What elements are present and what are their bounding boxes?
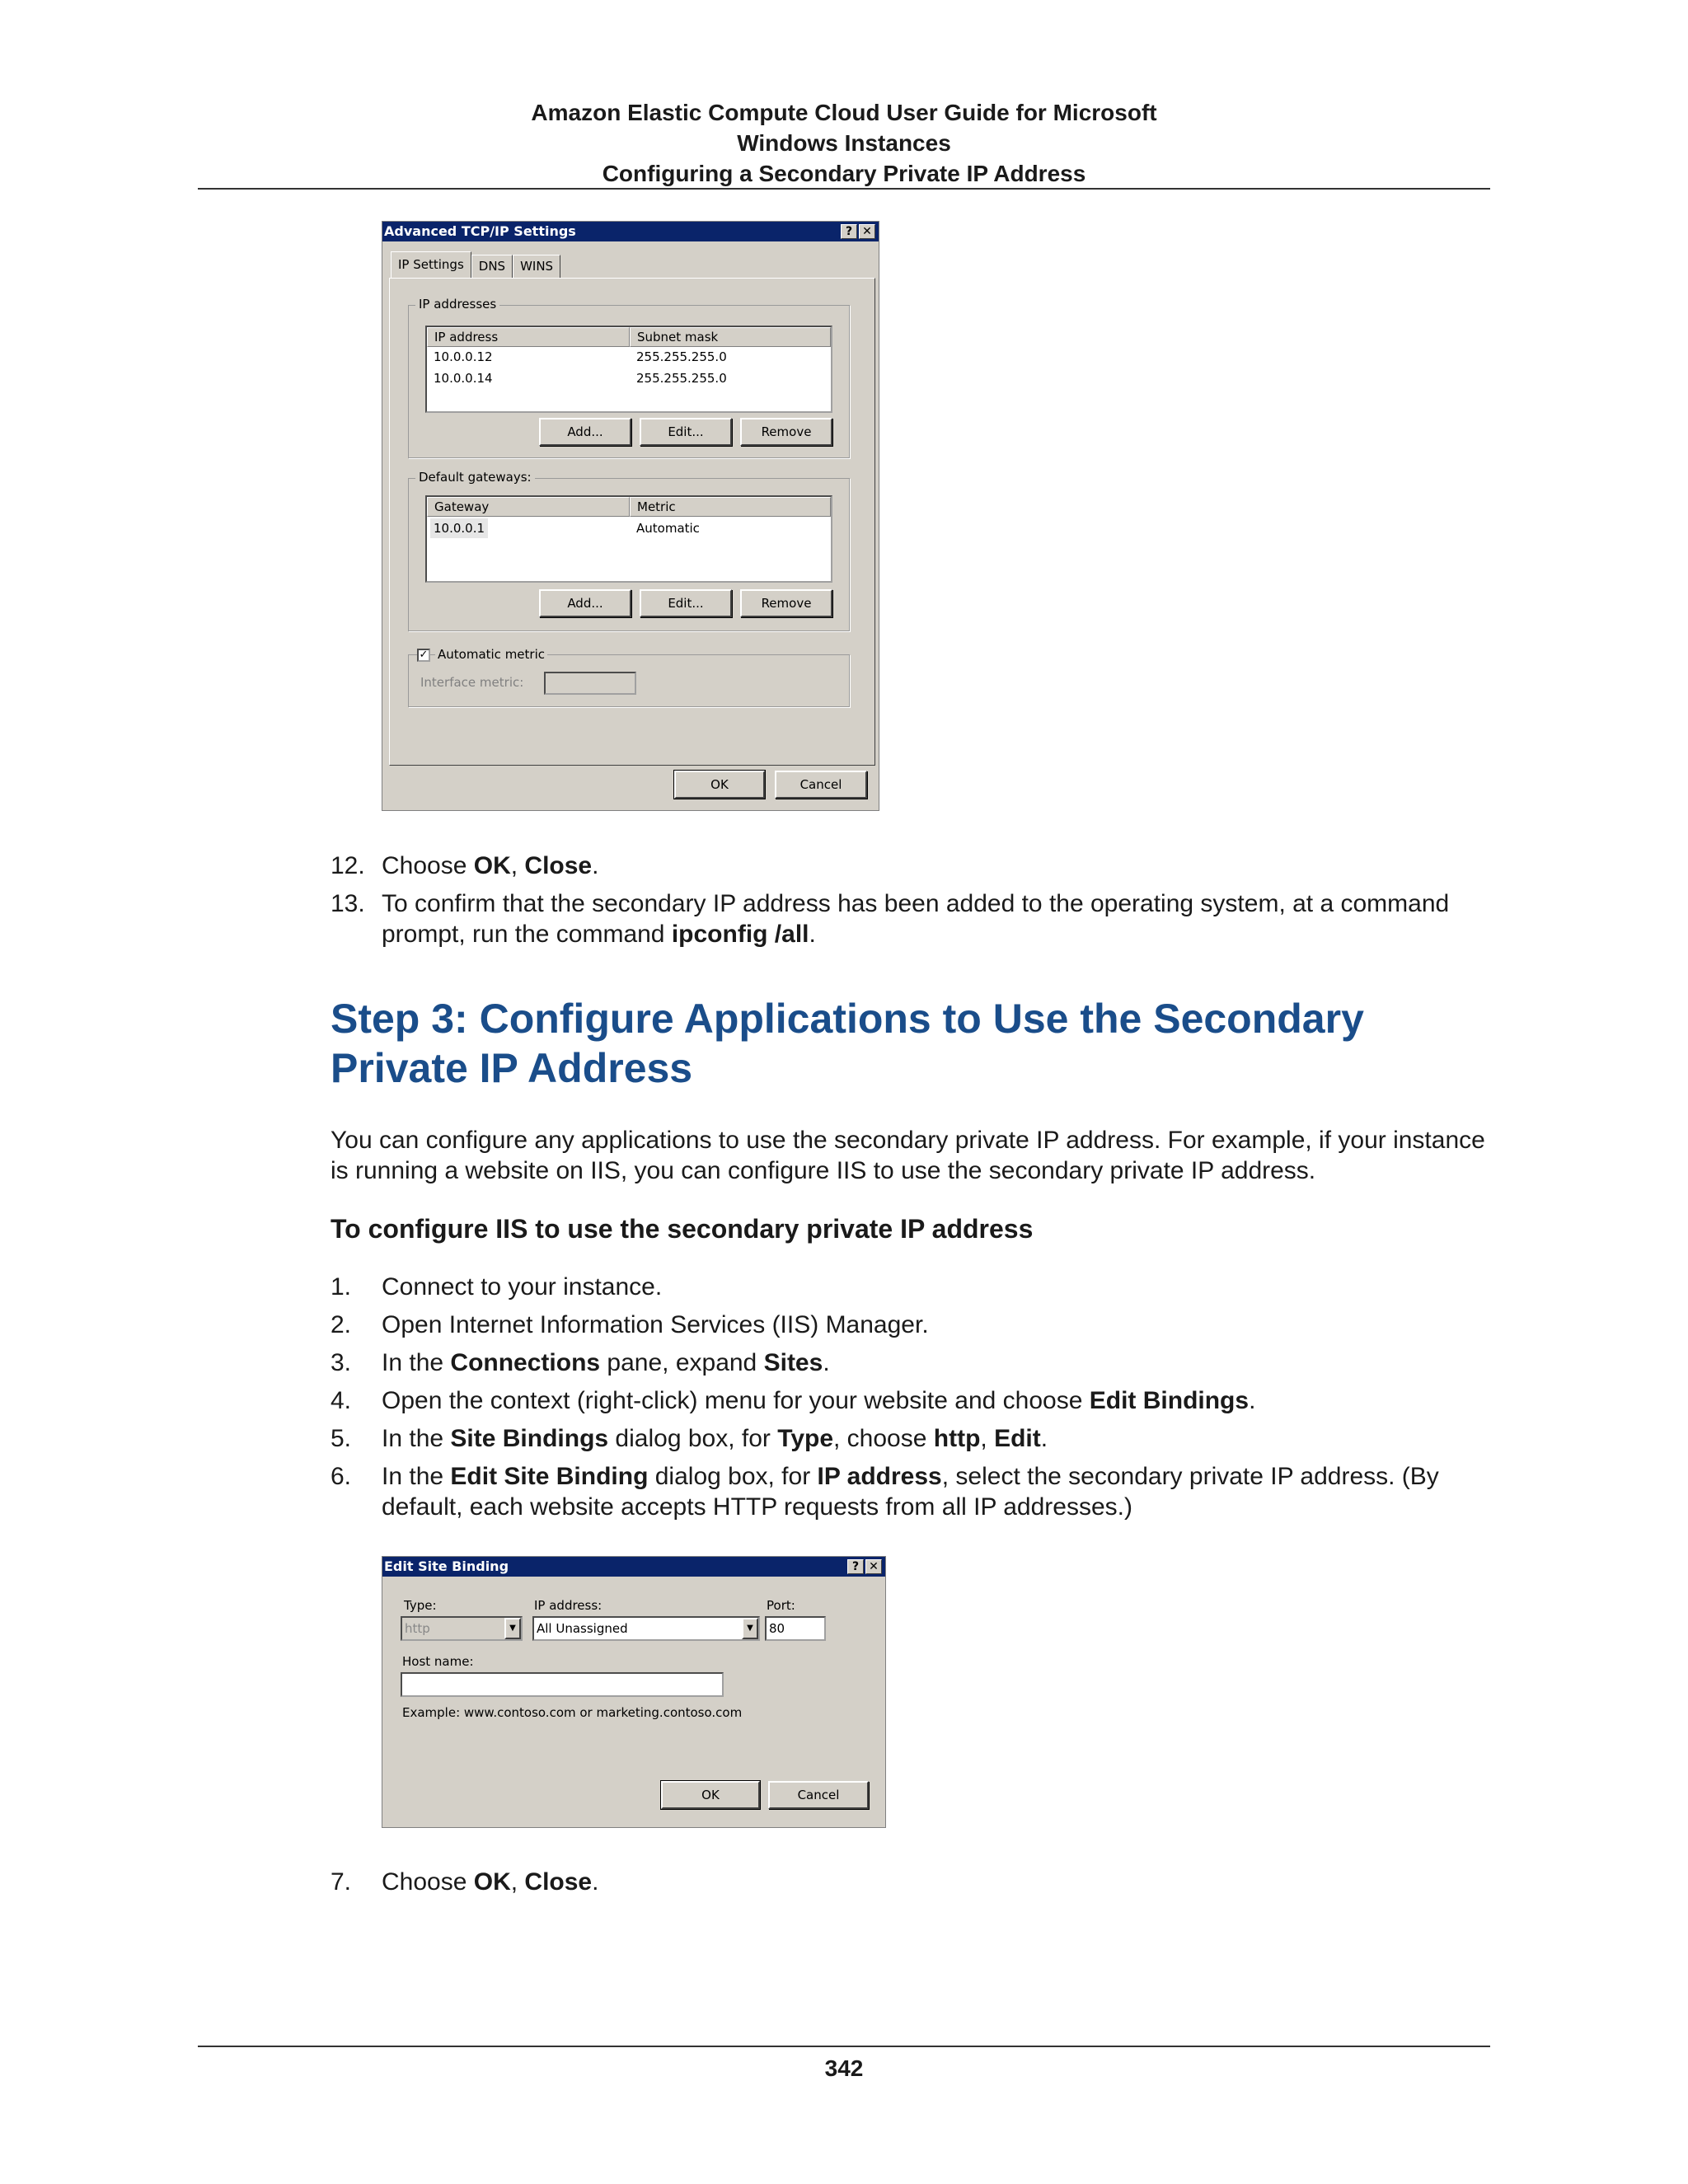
- tab-wins[interactable]: WINS: [513, 255, 560, 278]
- type-select[interactable]: [401, 1616, 523, 1641]
- step-text: [382, 1461, 1493, 1522]
- step-number: 3.: [331, 1349, 352, 1376]
- text-run: Choose: [382, 1868, 474, 1896]
- gateway-add-button[interactable]: Add...: [539, 589, 631, 617]
- text-run: .: [1249, 1387, 1256, 1414]
- text-run: In the: [382, 1425, 451, 1452]
- text-run: ,: [510, 1868, 525, 1896]
- text-run: pane, expand: [600, 1349, 764, 1376]
- tab-strip: [391, 255, 560, 278]
- dialog-titlebar: [382, 1557, 885, 1577]
- bold-term: IP address: [817, 1463, 942, 1490]
- dialog-title: Advanced TCP/IP Settings: [384, 223, 576, 239]
- cancel-button[interactable]: Cancel: [768, 1781, 869, 1809]
- bold-term: http: [933, 1425, 981, 1452]
- ip-row-1-mask: 255.255.255.0: [636, 349, 727, 364]
- gateway-row-1-address[interactable]: 10.0.0.1: [430, 518, 488, 538]
- help-icon[interactable]: ?: [841, 224, 857, 239]
- port-input[interactable]: [765, 1616, 826, 1641]
- host-name-label: Host name:: [402, 1654, 474, 1669]
- step-number: 12.: [331, 852, 365, 879]
- footer-rule: [198, 2046, 1490, 2047]
- text-run: Choose: [382, 852, 474, 879]
- step-text: [382, 851, 1493, 881]
- text-run: Open Internet Information Services (IIS) Manager.: [382, 1311, 929, 1338]
- step-number: 1.: [331, 1273, 352, 1301]
- column-header-subnet-mask[interactable]: Subnet mask: [630, 327, 831, 347]
- type-label: Type:: [404, 1598, 437, 1613]
- tab-ip-settings[interactable]: IP Settings: [391, 251, 471, 278]
- gateway-edit-button[interactable]: Edit...: [640, 589, 732, 617]
- interface-metric-input[interactable]: [544, 672, 636, 695]
- ok-button[interactable]: OK: [674, 771, 765, 799]
- procedure-heading: To configure IIS to use the secondary private IP address: [331, 1214, 1034, 1244]
- chevron-down-icon[interactable]: ▼: [742, 1618, 758, 1639]
- text-run: Connect to your instance.: [382, 1273, 663, 1301]
- ip-address-select[interactable]: [532, 1616, 760, 1641]
- gateway-row-1-metric: Automatic: [636, 521, 700, 536]
- close-icon[interactable]: ✕: [865, 1559, 882, 1574]
- automatic-metric-label: Automatic metric: [435, 647, 547, 662]
- intro-paragraph: You can configure any applications to use the secondary private IP address. For example, if your instance is running a website on IIS, you can configure IIS to use the secondary private IP address.: [331, 1127, 1485, 1184]
- dialog-title: Edit Site Binding: [384, 1558, 509, 1574]
- header-title-line1: Amazon Elastic Compute Cloud User Guide for Microsoft: [531, 100, 1157, 125]
- text-run: , choose: [833, 1425, 934, 1452]
- ip-address-label: IP address:: [534, 1598, 603, 1613]
- step-text: [382, 1423, 1493, 1454]
- text-run: .: [809, 921, 816, 948]
- page-number: 342: [824, 2055, 864, 2081]
- bold-term: ipconfig /all: [671, 921, 809, 948]
- bold-term: OK: [473, 852, 511, 879]
- bold-term: Type: [777, 1425, 834, 1452]
- bold-term: Edit Bindings: [1089, 1387, 1250, 1414]
- automatic-metric-checkbox[interactable]: ✓: [417, 649, 430, 662]
- text-run: .: [823, 1349, 830, 1376]
- step-number: 6.: [331, 1463, 352, 1490]
- chevron-down-icon[interactable]: ▼: [504, 1618, 521, 1639]
- type-value: http: [405, 1621, 430, 1636]
- step-number: 4.: [331, 1387, 352, 1414]
- text-run: In the: [382, 1349, 451, 1376]
- step-text: [382, 1347, 1493, 1378]
- cancel-button[interactable]: Cancel: [775, 771, 867, 799]
- text-run: .: [592, 1868, 599, 1896]
- edit-site-binding-dialog: [382, 1556, 886, 1828]
- bold-term: Edit Site Binding: [450, 1463, 649, 1490]
- step-text: [382, 888, 1493, 949]
- interface-metric-label: Interface metric:: [420, 675, 524, 690]
- step-text: [382, 1310, 1493, 1340]
- step-number: 5.: [331, 1425, 352, 1452]
- step-text: [382, 1385, 1493, 1416]
- host-name-input[interactable]: [401, 1672, 724, 1697]
- text-run: .: [1040, 1425, 1048, 1452]
- bold-term: Close: [524, 852, 593, 879]
- text-run: In the: [382, 1463, 451, 1490]
- text-run: dialog box, for: [608, 1425, 778, 1452]
- text-run: ,: [980, 1425, 995, 1452]
- text-run: dialog box, for: [648, 1463, 818, 1490]
- ip-address-value: All Unassigned: [537, 1621, 628, 1636]
- bold-term: Site Bindings: [450, 1425, 609, 1452]
- default-gateways-group-label: Default gateways:: [415, 470, 535, 485]
- step-text: [382, 1867, 1493, 1897]
- header-section-title: Configuring a Secondary Private IP Address: [602, 161, 1086, 186]
- ip-row-1-address[interactable]: 10.0.0.12: [434, 349, 493, 364]
- running-header: [198, 97, 1490, 189]
- text-run: , select the secondary private IP address. (By default, each website accepts HTTP requests from all IP addresses.): [382, 1463, 1439, 1521]
- ip-address-list[interactable]: [425, 326, 832, 413]
- ip-add-button[interactable]: Add...: [539, 418, 631, 446]
- bold-term: Close: [524, 1868, 593, 1896]
- port-value: 80: [769, 1621, 785, 1636]
- dialog-titlebar: [382, 222, 879, 241]
- help-icon[interactable]: ?: [847, 1559, 864, 1574]
- close-icon[interactable]: ✕: [859, 224, 875, 239]
- automatic-metric-group: [408, 647, 850, 707]
- gateway-list[interactable]: [425, 495, 832, 583]
- step-text: [382, 1272, 1493, 1302]
- ip-remove-button[interactable]: Remove: [740, 418, 832, 446]
- text-run: ,: [510, 852, 525, 879]
- text-run: .: [592, 852, 599, 879]
- tab-panel: [389, 278, 875, 766]
- bold-term: Sites: [763, 1349, 823, 1376]
- default-gateways-group: [408, 470, 850, 631]
- text-run: Open the context (right-click) menu for your website and choose: [382, 1387, 1090, 1414]
- ip-addresses-group-label: IP addresses: [415, 297, 499, 312]
- text-run: To confirm that the secondary IP address has been added to the operating system, at a command prompt, run the command: [382, 890, 1450, 948]
- bold-term: Edit: [994, 1425, 1041, 1452]
- gateway-remove-button[interactable]: Remove: [740, 589, 832, 617]
- host-name-example: Example: www.contoso.com or marketing.contoso.com: [402, 1705, 743, 1720]
- column-header-metric[interactable]: Metric: [630, 497, 831, 517]
- step-number: 2.: [331, 1311, 352, 1338]
- ip-row-2-address[interactable]: 10.0.0.14: [434, 371, 493, 386]
- ip-row-2-mask: 255.255.255.0: [636, 371, 727, 386]
- advanced-tcpip-dialog: [382, 221, 879, 811]
- header-rule: [198, 188, 1490, 190]
- column-header-gateway[interactable]: Gateway: [427, 497, 630, 517]
- bold-term: OK: [473, 1868, 511, 1896]
- port-label: Port:: [767, 1598, 795, 1613]
- tab-dns[interactable]: DNS: [471, 255, 513, 278]
- step-number: 7.: [331, 1868, 352, 1896]
- ok-button[interactable]: OK: [661, 1781, 760, 1809]
- ip-edit-button[interactable]: Edit...: [640, 418, 732, 446]
- header-title-line2: Windows Instances: [737, 130, 951, 156]
- bold-term: Connections: [450, 1349, 601, 1376]
- section-heading: Step 3: Configure Applications to Use the Secondary Private IP Address: [331, 996, 1364, 1091]
- column-header-ip-address[interactable]: IP address: [427, 327, 630, 347]
- step-number: 13.: [331, 890, 365, 917]
- ip-addresses-group: [408, 297, 850, 458]
